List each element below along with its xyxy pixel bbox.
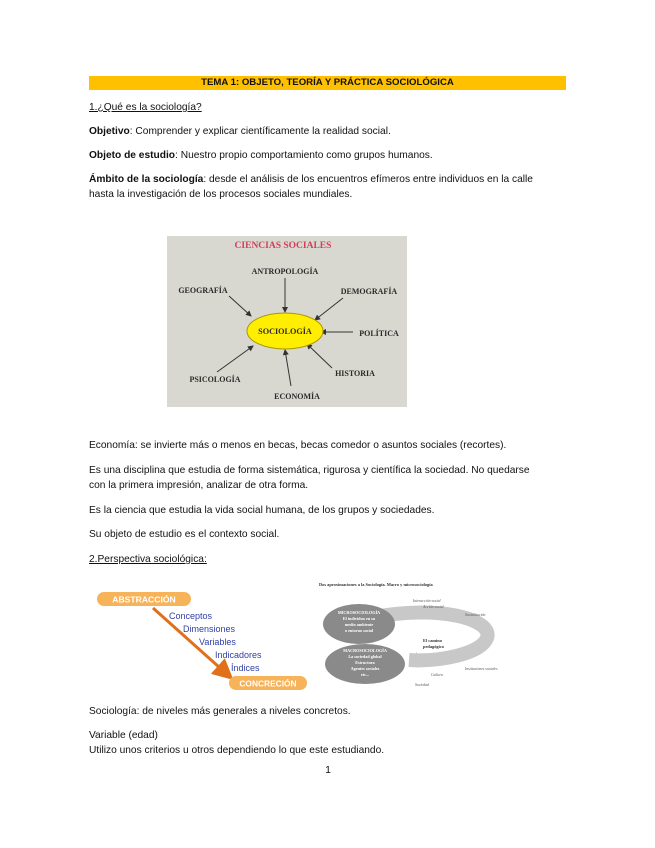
annot-interaccion: Interacción social <box>413 599 441 603</box>
level-variables: Variables <box>199 637 236 647</box>
disciplina-line-1: Es una disciplina que estudia de forma sistemática, rigurosa y científica la sociedad. No quedarse <box>89 465 530 476</box>
page-title: TEMA 1: OBJETO, TEORÍA Y PRÁCTICA SOCIOLÓGICA <box>89 76 566 90</box>
disciplina-line-2: con la primera impresión, analizar de otra forma. <box>89 480 309 491</box>
micro-title: MICROSOCIOLOGÍA <box>337 610 381 615</box>
macro-title: MACROSOCIOLOGÍA <box>343 648 387 653</box>
objetivo-label: Objetivo <box>89 126 130 137</box>
ciencia-paragraph: Es la ciencia que estudia la vida social humana, de los grupos y sociedades. <box>89 505 435 516</box>
node-demografia: DEMOGRAFÍA <box>340 287 398 296</box>
objeto-line <box>89 148 569 163</box>
ciencias-title: CIENCIAS SOCIALES <box>234 241 332 251</box>
node-sociologia: SOCIOLOGÍA <box>258 327 312 336</box>
abstraccion-label: ABSTRACCIÓN <box>112 594 176 605</box>
macro-line-2: Estructura <box>355 660 375 665</box>
objeto-text: : Nuestro propio comportamiento como grupos humanos. <box>175 150 433 161</box>
ambito-label: Ámbito de la sociología <box>89 174 204 185</box>
level-indicadores: Indicadores <box>215 650 262 660</box>
camino-line-2: pedagógico <box>423 644 444 649</box>
objetivo-text: : Comprender y explicar científicamente la realidad social. <box>129 126 391 137</box>
objeto-contexto-paragraph: Su objeto de estudio es el contexto social. <box>89 529 280 540</box>
level-dimensiones: Dimensiones <box>183 624 236 634</box>
macro-line-4: etc... <box>360 672 370 677</box>
node-politica: POLÍTICA <box>359 329 399 338</box>
section-heading-2: 2.Perspectiva sociológica: <box>89 554 207 565</box>
abstraccion-diagram <box>97 588 309 692</box>
node-psicologia: PSICOLOGÍA <box>189 375 241 384</box>
micro-line-3: o entorno social <box>344 628 374 633</box>
level-indices: Índices <box>231 663 260 673</box>
micro-line-1: El individuo en su <box>342 616 376 621</box>
concrecion-label: CONCRECIÓN <box>239 678 297 689</box>
objeto-label: Objeto de estudio <box>89 150 176 161</box>
annot-socializacion: Socialización <box>465 613 486 617</box>
section-heading-1: 1.¿Qué es la sociología? <box>89 102 202 113</box>
camino-line-1: El camino <box>423 638 442 643</box>
micro-macro-diagram <box>319 580 505 690</box>
page-number: 1 <box>325 764 331 776</box>
node-historia: HISTORIA <box>335 369 375 378</box>
annot-accion: Acción social <box>423 605 444 609</box>
level-conceptos: Conceptos <box>169 611 213 621</box>
ciencias-sociales-diagram <box>167 236 407 407</box>
node-economia: ECONOMÍA <box>274 392 320 401</box>
economia-paragraph: Economía: se invierte más o menos en becas, becas comedor o asuntos sociales (recortes). <box>89 440 507 451</box>
annot-cultura: Cultura <box>431 673 443 677</box>
micro-macro-title: Dos aproximaciones a la Sociología. Macro y microsociología <box>319 582 433 587</box>
node-geografia: GEOGRAFÍA <box>178 286 228 295</box>
ambito-text-1: : desde el análisis de los encuentros efímeros entre individuos en la calle <box>203 174 533 185</box>
variable-edad: Variable (edad) <box>89 730 158 741</box>
node-antropologia: ANTROPOLOGÍA <box>251 267 319 276</box>
annot-instituciones: Instituciones sociales <box>465 667 498 671</box>
micro-line-2: medio ambiente <box>344 622 374 627</box>
annot-sociedad: Sociedad <box>415 683 429 687</box>
macro-line-3: Agentes sociales <box>350 666 380 671</box>
criterios-line: Utilizo unos criterios u otros dependiendo lo que este estudiando. <box>89 745 385 756</box>
macro-line-1: La sociedad global <box>348 654 382 659</box>
objetivo-line <box>89 124 569 139</box>
ambito-text-2: hasta la investigación de los procesos sociales mundiales. <box>89 189 353 200</box>
ambito-line <box>89 172 569 187</box>
sociologia-niveles: Sociología: de niveles más generales a niveles concretos. <box>89 706 351 717</box>
